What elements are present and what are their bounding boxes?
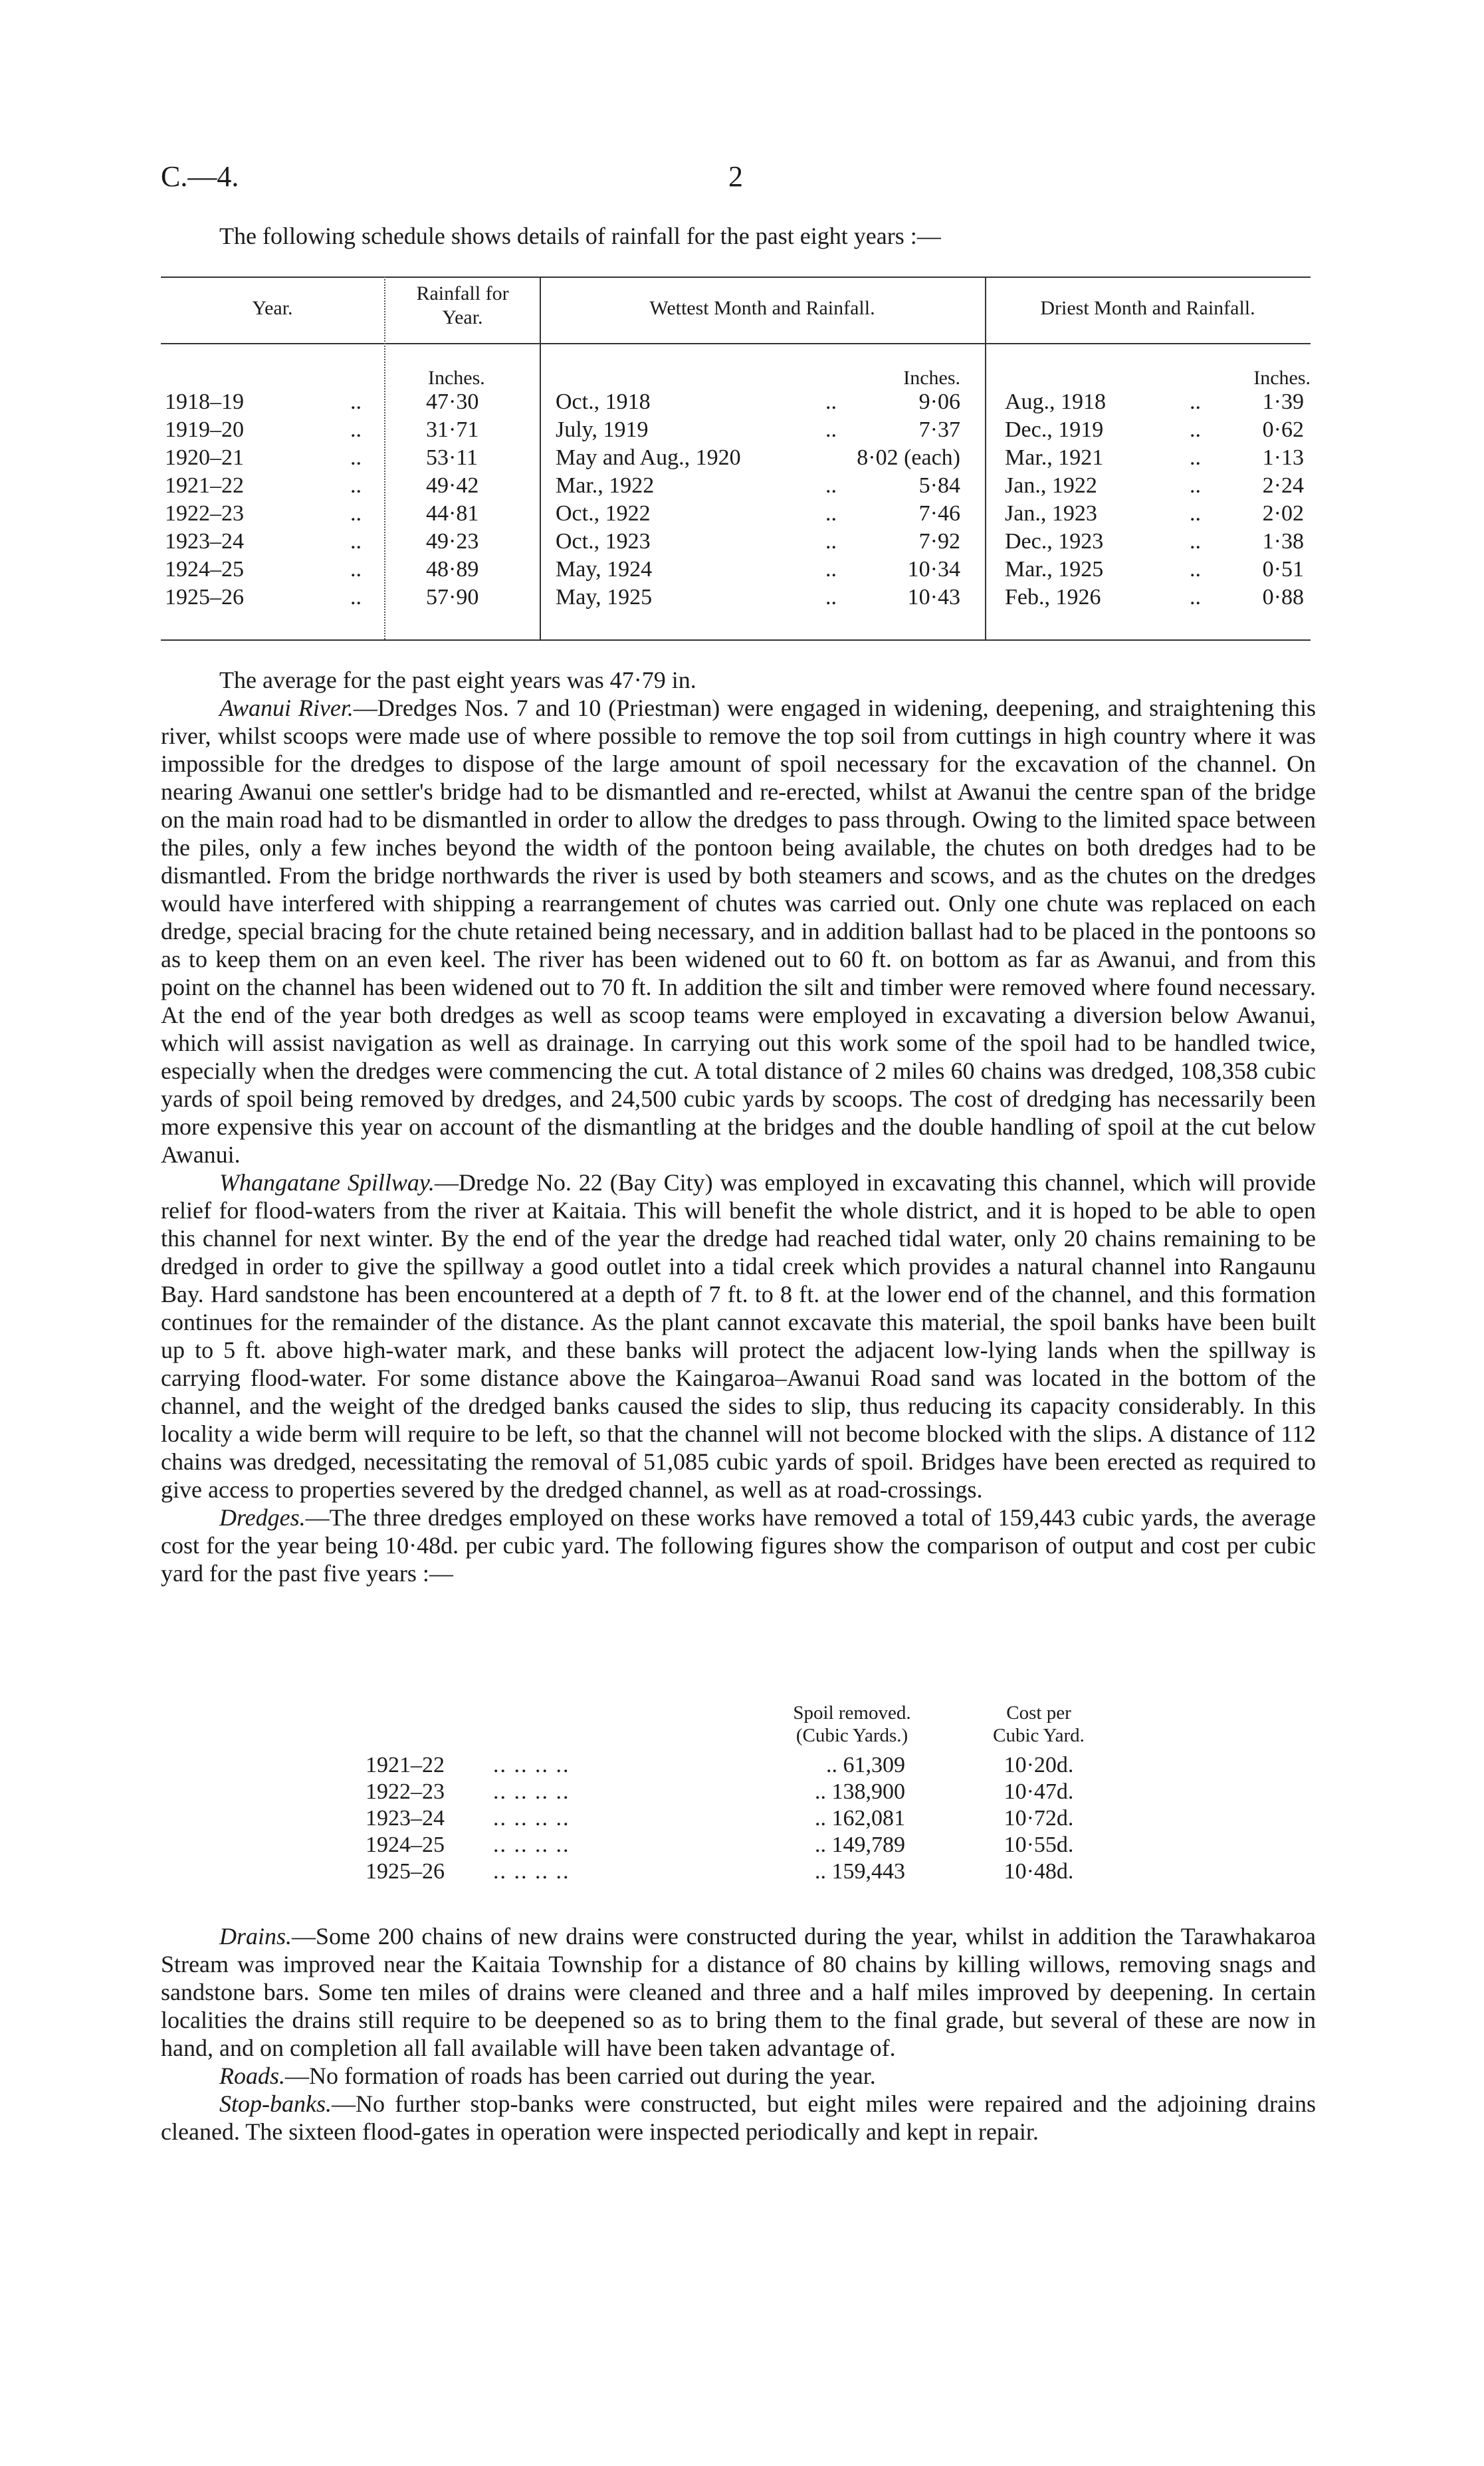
cell-driest-month: Jan., 1923 <box>1005 501 1097 526</box>
cell-spoil: .. 61,309 <box>826 1753 905 1777</box>
awanui-text: —Dredges Nos. 7 and 10 (Priestman) were engaged in widening, deepening, and straightening this river, whilst scoops were made use of where possible to remove the top soil from cuttings in high country where it was impossible for the dredges to dispose of the large amount of spoil necessary for the excavation of the channel. On nearing Awanui one settler's bridge had to be dismantled and re-erected, whilst at Awanui the centre span of the bridge on the main road had to be dismantled in order to allow the dredges to pass through. Owing to the limited space between the piles, only a few inches beyond the width of the pontoon being available, the chutes on both dredges had to be dismantled. From the bridge northwards the river is used by both steamers and scows, and as the chutes on the dredges would have interfered with shipping a rearrangement of chutes was carried out. Only one chute was replaced on each dredge, special bracing for the chute retained being necessary, and in addition ballast had to be placed in the pontoons so as to keep them on an even keel. The river has been widened out to 60 ft. on bottom as far as Awanui, and from this point on the channel has been widened out to 70 ft. In addition the silt and timber were removed where found necessary. At the end of the year both dredges as well as scoop teams were employed in excavating a diversion below Awanui, which will assist navigation as well as drainage. In carrying out this work some of the spoil had to be handled twice, especially when the dredges were commencing the cut. A total distance of 2 miles 60 chains was dredged, 108,358 cubic yards of spoil being removed by dredges, and 24,500 cubic yards by scoops. The cost of dredging has necessarily been more expensive this year on account of the dismantling at the bridges and the double handling of spoil at the cut below Awanui. <box>161 695 1316 1168</box>
leader-dots: .. <box>350 557 362 582</box>
cell-driest-inches: 1·39 <box>1262 390 1304 414</box>
cell-driest-inches: 0·88 <box>1262 585 1304 610</box>
cell-spoil: .. 159,443 <box>815 1859 905 1884</box>
dredges-paragraph <box>161 1504 1316 1587</box>
cell-year: 1923–24 <box>165 529 244 554</box>
table-row <box>161 584 1311 612</box>
body-text-secondary <box>161 1922 1316 2146</box>
dredges-heading: Dredges. <box>219 1504 306 1531</box>
roads-heading: Roads. <box>219 2063 285 2089</box>
cell-rainfall: 48·89 <box>426 557 479 582</box>
rainfall-rows <box>161 388 1311 612</box>
leader-dots: .. .. .. .. <box>493 1859 570 1884</box>
leader-dots: .. <box>825 557 837 582</box>
cell-driest-inches: 0·62 <box>1262 417 1304 442</box>
cell-year: 1923–24 <box>366 1806 445 1831</box>
table-row <box>360 1858 1158 1885</box>
cell-year: 1918–19 <box>165 390 244 414</box>
cell-year: 1919–20 <box>165 417 244 442</box>
cell-spoil: .. 149,789 <box>815 1833 905 1857</box>
cell-driest-inches: 1·13 <box>1262 445 1304 470</box>
table-top-rule <box>161 277 1311 278</box>
table-row <box>161 472 1311 500</box>
rainfall-intro: The following schedule shows details of rainfall for the past eight years :— <box>219 223 941 249</box>
document-code: C.—4. <box>161 160 239 193</box>
cell-driest-inches: 1·38 <box>1262 529 1304 554</box>
cell-year: 1925–26 <box>366 1859 445 1884</box>
body-text-main <box>161 666 1316 1587</box>
drains-paragraph <box>161 1922 1316 2062</box>
table-row <box>161 500 1311 528</box>
leader-dots: .. <box>825 390 837 414</box>
whangatane-heading: Whangatane Spillway. <box>219 1169 435 1196</box>
stopbanks-text: —No further stop-banks were constructed, but eight miles were repaired and the adjoining drains cleaned. The sixteen flood-gates in operation were inspected periodically and kept in repair. <box>161 2090 1316 2145</box>
cell-wettest-inches: 10·34 <box>907 557 960 582</box>
cell-wettest-month: Oct., 1923 <box>556 529 651 554</box>
awanui-paragraph <box>161 694 1316 1169</box>
drains-text: —Some 200 chains of new drains were constructed during the year, whilst in addition the Tarawhakaroa Stream was improved near the Kaitaia Township for a distance of 80 chains by killing willows, removing snags and sandstone bars. Some ten miles of drains were cleaned and three and a half miles improved by deepening. In certain localities the drains still require to be deepened so as to bring them to the final grade, but several of these are now in hand, and on completion all fall available will have been taken advantage of. <box>161 1923 1316 2061</box>
cell-wettest-inches: 7·46 <box>918 501 960 526</box>
cell-cost: 10·48d. <box>1004 1859 1074 1884</box>
cell-driest-month: Aug., 1918 <box>1005 390 1107 414</box>
cell-driest-month: Mar., 1921 <box>1005 445 1104 470</box>
leader-dots: .. <box>1190 529 1201 554</box>
cell-rainfall: 31·71 <box>426 417 479 442</box>
leader-dots: .. <box>825 529 837 554</box>
leader-dots: .. .. .. .. <box>493 1833 570 1857</box>
drains-heading: Drains. <box>219 1923 292 1950</box>
cell-wettest-inches: 5·84 <box>918 473 960 498</box>
leader-dots: .. .. .. .. <box>493 1753 570 1777</box>
page-number: 2 <box>728 160 743 193</box>
table-row <box>161 556 1311 584</box>
roads-paragraph <box>161 2062 1316 2090</box>
cell-year: 1922–23 <box>165 501 244 526</box>
average-paragraph: The average for the past eight years was 47·79 in. <box>219 667 696 693</box>
cell-wettest-inches: 9·06 <box>918 390 960 414</box>
cell-year: 1922–23 <box>366 1779 445 1804</box>
cell-year: 1924–25 <box>366 1833 445 1857</box>
cell-rainfall: 44·81 <box>426 501 479 526</box>
cell-driest-month: Mar., 1925 <box>1005 557 1104 582</box>
cell-year: 1921–22 <box>165 473 244 498</box>
cell-year: 1924–25 <box>165 557 244 582</box>
cell-driest-month: Feb., 1926 <box>1005 585 1101 610</box>
table-row <box>161 528 1311 556</box>
unit-rainfall: Inches. <box>428 367 485 389</box>
cell-wettest-month: May, 1925 <box>556 585 653 610</box>
col-header-wettest: Wettest Month and Rainfall. <box>649 297 875 319</box>
leader-dots: .. .. .. .. <box>493 1806 570 1831</box>
cell-driest-inches: 0·51 <box>1262 557 1304 582</box>
cell-driest-month: Jan., 1922 <box>1005 473 1097 498</box>
cell-year: 1920–21 <box>165 445 244 470</box>
col-header-driest: Driest Month and Rainfall. <box>1040 297 1255 319</box>
cell-rainfall: 49·23 <box>426 529 479 554</box>
cell-wettest-month: Oct., 1918 <box>556 390 651 414</box>
cell-wettest-month: July, 1919 <box>556 417 649 442</box>
cell-cost: 10·47d. <box>1004 1779 1074 1804</box>
leader-dots: .. <box>1190 390 1201 414</box>
cell-rainfall: 57·90 <box>426 585 479 610</box>
cell-wettest-inches: 10·43 <box>907 585 960 610</box>
cell-driest-month: Dec., 1923 <box>1005 529 1104 554</box>
dredge-rows <box>360 1752 1158 1885</box>
cell-cost: 10·72d. <box>1004 1806 1074 1831</box>
cell-spoil: .. 162,081 <box>815 1806 905 1831</box>
leader-dots: .. .. .. .. <box>493 1779 570 1804</box>
leader-dots: .. <box>350 445 362 470</box>
leader-dots: .. <box>1190 585 1201 610</box>
leader-dots: .. <box>350 473 362 498</box>
cell-rainfall: 47·30 <box>426 390 479 414</box>
table-row <box>360 1805 1158 1832</box>
whangatane-text: —Dredge No. 22 (Bay City) was employed in excavating this channel, which will provide relief for flood-waters from the river at Kaitaia. This will benefit the whole district, and it is hoped to be able to open this channel for next winter. By the end of the year the dredge had reached tidal water, only 20 chains remaining to be dredged in order to give the spillway a good outlet into a tidal creek which provides a natural channel into Rangaunu Bay. Hard sandstone has been encountered at a depth of 7 ft. to 8 ft. at the lower end of the channel, and this formation continues for the remainder of the distance. As the plant cannot excavate this material, the spoil banks have been built up to 5 ft. above high-water mark, and these banks will protect the adjacent low-lying lands when the spillway is carrying flood-water. For some distance above the Kaingaroa–Awanui Road sand was located in the bottom of the channel, and the weight of the dredged banks caused the sides to slip, thus reducing its capacity considerably. In this locality a wide berm will require to be left, so that the channel will not become blocked with the slips. A distance of 112 chains was dredged, necessitating the removal of 51,085 cubic yards of spoil. Bridges have been erected as required to give access to properties severed by the dredged channel, as well as at road-crossings. <box>161 1169 1316 1503</box>
cell-wettest-inches: 8·02 (each) <box>857 445 960 470</box>
table-row <box>360 1779 1158 1805</box>
cell-wettest-month: May, 1924 <box>556 557 653 582</box>
table-row <box>360 1752 1158 1779</box>
dredges-text: —The three dredges employed on these works have removed a total of 159,443 cubic yards, the average cost for the year being 10·48d. per cubic yard. The following figures show the comparison of output and cost per cubic yard for the past five years :— <box>161 1504 1316 1587</box>
leader-dots: .. <box>1190 445 1201 470</box>
leader-dots: .. <box>825 417 837 442</box>
leader-dots: .. <box>825 501 837 526</box>
col-header-spoil: Spoil removed. (Cubic Yards.) <box>793 1702 911 1746</box>
cell-cost: 10·20d. <box>1004 1753 1074 1777</box>
leader-dots: .. <box>1190 557 1201 582</box>
leader-dots: .. <box>350 501 362 526</box>
table-row <box>360 1832 1158 1858</box>
cell-driest-inches: 2·24 <box>1262 473 1304 498</box>
cell-wettest-inches: 7·92 <box>918 529 960 554</box>
cell-year: 1925–26 <box>165 585 244 610</box>
leader-dots: .. <box>350 417 362 442</box>
leader-dots: .. <box>1190 501 1201 526</box>
dredge-output-table <box>360 1702 1158 1901</box>
table-row <box>161 416 1311 444</box>
cell-wettest-month: Mar., 1922 <box>556 473 655 498</box>
stopbanks-paragraph <box>161 2090 1316 2146</box>
cell-cost: 10·55d. <box>1004 1833 1074 1857</box>
rainfall-table <box>161 277 1311 649</box>
stopbanks-heading: Stop-banks. <box>219 2090 332 2117</box>
leader-dots: .. <box>1190 417 1201 442</box>
cell-driest-inches: 2·02 <box>1262 501 1304 526</box>
table-row <box>161 388 1311 416</box>
cell-year: 1921–22 <box>366 1753 445 1777</box>
cell-spoil: .. 138,900 <box>815 1779 905 1804</box>
roads-text: —No formation of roads has been carried out during the year. <box>285 2063 876 2089</box>
cell-wettest-month: May and Aug., 1920 <box>556 445 741 470</box>
table-bottom-rule <box>161 639 1311 641</box>
cell-wettest-month: Oct., 1922 <box>556 501 651 526</box>
unit-driest: Inches. <box>1253 367 1311 389</box>
leader-dots: .. <box>825 473 837 498</box>
awanui-heading: Awanui River. <box>219 695 354 721</box>
leader-dots: .. <box>350 585 362 610</box>
table-row <box>161 444 1311 472</box>
leader-dots: .. <box>1190 473 1201 498</box>
cell-wettest-inches: 7·37 <box>918 417 960 442</box>
unit-wettest: Inches. <box>903 367 960 389</box>
col-header-cost: Cost per Cubic Yard. <box>993 1702 1085 1746</box>
leader-dots: .. <box>350 529 362 554</box>
table-header-rule <box>161 343 1311 344</box>
leader-dots: .. <box>350 390 362 414</box>
cell-rainfall: 49·42 <box>426 473 479 498</box>
whangatane-paragraph <box>161 1169 1316 1504</box>
cell-rainfall: 53·11 <box>426 445 478 470</box>
col-header-rainfall: Rainfall for Year. <box>416 282 509 328</box>
col-header-year: Year. <box>252 297 293 319</box>
leader-dots: .. <box>825 585 837 610</box>
cell-driest-month: Dec., 1919 <box>1005 417 1104 442</box>
